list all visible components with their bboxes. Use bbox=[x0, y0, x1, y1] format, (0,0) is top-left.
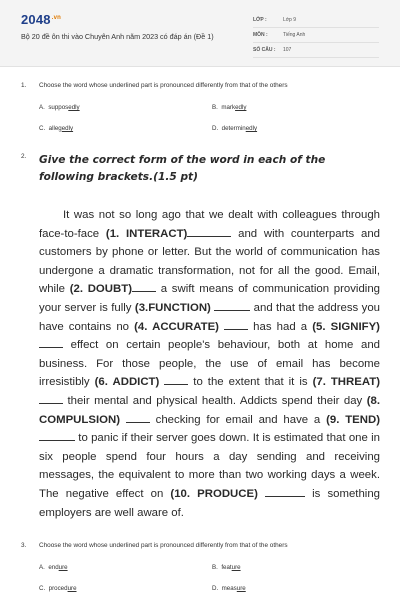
option-text: mark bbox=[221, 104, 236, 111]
question-1-number: 1. bbox=[21, 82, 27, 89]
document-title: Bộ 20 đề ôn thi vào Chuyên Anh năm 2023 có đáp án (Đề 1) bbox=[21, 32, 214, 41]
option-text: end bbox=[48, 564, 59, 571]
word-prompt: (2. DOUBT) bbox=[69, 283, 132, 296]
question-3-option-d[interactable] bbox=[212, 585, 246, 592]
question-3-prompt: Choose the word whose underlined part is pronounced differently from that of the others bbox=[39, 542, 288, 549]
meta-key: MÔN : bbox=[253, 32, 268, 38]
option-letter: D. bbox=[212, 585, 219, 592]
word-prompt: (6. ADDICT) bbox=[94, 376, 160, 389]
question-2-passage bbox=[39, 206, 380, 522]
word-prompt: (10. PRODUCE) bbox=[170, 487, 258, 500]
option-text: proced bbox=[48, 585, 68, 592]
answer-blank[interactable] bbox=[224, 320, 248, 330]
passage-text: to panic if their server goes down. It is estimated that one in six people spend four hours a day sending and receiving messages, the equivalent to more than two working days a week. The negative effect on bbox=[39, 432, 380, 500]
question-1-option-d[interactable] bbox=[212, 125, 257, 132]
option-letter: C. bbox=[39, 125, 46, 132]
option-text: determin bbox=[221, 125, 246, 132]
option-underlined: edly bbox=[235, 104, 247, 111]
passage-text: It was not so long ago that we dealt with colleagues through face-to-face bbox=[39, 209, 380, 240]
passage-text: their mental and physical health. Addicts spend their day bbox=[63, 394, 367, 407]
word-prompt: (8. COMPULSION) bbox=[39, 394, 380, 426]
option-letter: A. bbox=[39, 564, 45, 571]
question-1-option-c[interactable] bbox=[39, 125, 73, 132]
answer-blank[interactable] bbox=[39, 338, 63, 348]
option-underlined: ure bbox=[231, 564, 241, 571]
answer-blank[interactable] bbox=[39, 394, 63, 404]
answer-blank[interactable] bbox=[132, 282, 156, 292]
word-prompt: (9. TEND) bbox=[326, 413, 380, 426]
option-underlined: edly bbox=[68, 104, 80, 111]
option-underlined: edly bbox=[61, 125, 74, 132]
passage-text bbox=[258, 488, 265, 500]
option-letter: B. bbox=[212, 564, 218, 571]
meta-row-subject bbox=[253, 29, 379, 43]
logo-suffix: .vn bbox=[51, 14, 62, 21]
option-letter: D. bbox=[212, 125, 219, 132]
question-3-option-b[interactable] bbox=[212, 564, 241, 571]
passage-text: checking for email and have a bbox=[149, 413, 327, 426]
option-letter: A. bbox=[39, 104, 45, 111]
meta-value: Tiếng Anh bbox=[283, 32, 306, 38]
option-letter: B. bbox=[212, 104, 218, 111]
page-header bbox=[0, 0, 400, 67]
question-2-number: 2. bbox=[21, 153, 27, 160]
passage-text: is something employers are well aware of. bbox=[39, 487, 380, 519]
meta-key: SỐ CÂU : bbox=[253, 47, 276, 53]
option-underlined: ure bbox=[236, 585, 246, 592]
option-underlined: ure bbox=[58, 564, 68, 571]
question-1-option-a[interactable] bbox=[39, 104, 80, 111]
passage-text: to the extent that it is bbox=[188, 376, 313, 389]
answer-blank[interactable] bbox=[187, 227, 231, 237]
answer-blank[interactable] bbox=[214, 301, 250, 311]
option-text: suppos bbox=[48, 104, 69, 111]
meta-value: Lớp 9 bbox=[283, 17, 297, 23]
word-prompt: (7. THREAT) bbox=[312, 376, 380, 389]
answer-blank[interactable] bbox=[265, 487, 305, 497]
option-text: meas bbox=[221, 585, 237, 592]
meta-key: LỚP : bbox=[253, 17, 267, 23]
passage-text: a swift means of communication providing your server is fully bbox=[39, 283, 380, 314]
question-3-option-a[interactable] bbox=[39, 564, 68, 571]
word-prompt: (1. INTERACT) bbox=[105, 227, 188, 240]
passage-text: has had a bbox=[248, 320, 313, 333]
question-1-option-b[interactable] bbox=[212, 104, 246, 111]
answer-blank[interactable] bbox=[39, 431, 75, 441]
passage-text: and with counterparts and customers by phone or letter. But the world of communication has undergone a dramatic transformation, not for all the good. Email, while bbox=[39, 227, 380, 296]
word-prompt: (4. ACCURATE) bbox=[134, 320, 219, 333]
question-3-number: 3. bbox=[21, 542, 27, 549]
site-logo[interactable] bbox=[21, 12, 61, 27]
option-text: feat bbox=[221, 564, 232, 571]
answer-blank[interactable] bbox=[164, 375, 188, 385]
word-prompt: (3.FUNCTION) bbox=[134, 301, 211, 314]
answer-blank[interactable] bbox=[126, 413, 150, 423]
passage-paragraph bbox=[39, 206, 380, 522]
question-3-option-c[interactable] bbox=[39, 585, 77, 592]
question-2-title: Give the correct form of the word in each of the following brackets.(1.5 pt) bbox=[39, 154, 326, 183]
meta-row-class bbox=[253, 14, 379, 28]
passage-text: effect on certain people's behaviour, both at home and business. For those people, the use of email has become irresistibly bbox=[39, 339, 380, 389]
option-underlined: ure bbox=[67, 585, 77, 592]
passage-text: and that the address you have contains no bbox=[39, 301, 380, 333]
logo-text: 2048 bbox=[21, 12, 51, 27]
option-letter: C. bbox=[39, 585, 46, 592]
word-prompt: (5. SIGNIFY) bbox=[312, 320, 380, 333]
option-text: alleg bbox=[48, 125, 62, 132]
option-underlined: edly bbox=[245, 125, 258, 132]
meta-value: 107 bbox=[283, 47, 292, 53]
meta-row-question-count bbox=[253, 44, 379, 58]
question-1-prompt: Choose the word whose underlined part is pronounced differently from that of the others bbox=[39, 82, 288, 89]
